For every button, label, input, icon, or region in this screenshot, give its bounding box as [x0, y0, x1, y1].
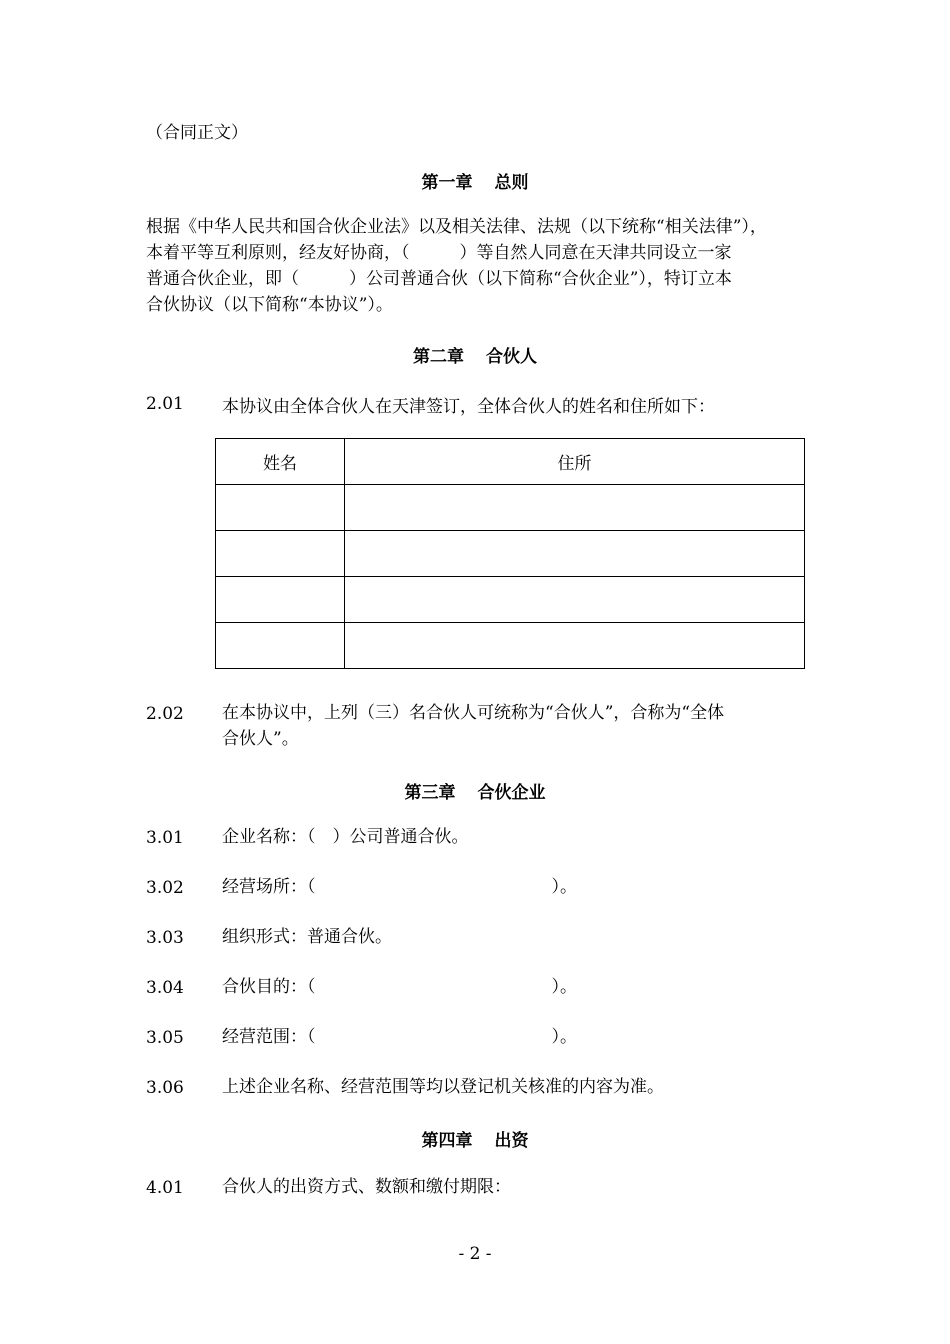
partners-table — [215, 438, 805, 669]
clause-2-02-text: 在本协议中，上列（三）名合伙人可统称为“合伙人”，合称为“全体 合伙人”。 — [222, 703, 725, 749]
clause-2-01-text: 本协议由全体合伙人在天津签订，全体合伙人的姓名和住所如下： — [222, 397, 715, 417]
chapter-2-heading — [0, 342, 950, 367]
clause-3-03-number: 3.03 — [146, 928, 184, 948]
chapter-3-heading — [0, 778, 950, 803]
name-cell — [216, 531, 345, 577]
chapter-4-title: 出资 — [494, 1131, 529, 1151]
chapter-3-number: 第三章 — [404, 783, 456, 803]
header-address: 住所 — [345, 439, 805, 485]
chapter-1-title: 总则 — [494, 173, 529, 193]
clause-3-04-number: 3.04 — [146, 978, 184, 998]
clause-2-01-number: 2.01 — [146, 394, 184, 414]
address-cell — [345, 623, 805, 669]
table-row — [216, 485, 805, 531]
intro-paragraph — [146, 214, 806, 318]
table-header-row — [216, 439, 805, 485]
clause-3-06-number: 3.06 — [146, 1078, 184, 1098]
intro-line-1: 根据《中华人民共和国合伙企业法》以及相关法律、法规（以下统称“相关法律”）， — [146, 217, 767, 237]
chapter-4-heading — [0, 1126, 950, 1151]
clause-3-05-text: 经营范围：（ ）。 — [222, 1027, 577, 1047]
chapter-2-title: 合伙人 — [486, 347, 537, 367]
name-cell — [216, 623, 345, 669]
intro-line-3: 普通合伙企业，即（ ）公司普通合伙（以下简称“合伙企业”），特订立本 — [146, 269, 732, 289]
chapter-1-heading — [0, 168, 950, 193]
clause-3-02-number: 3.02 — [146, 878, 184, 898]
name-cell — [216, 485, 345, 531]
clause-3-06-text: 上述企业名称、经营范围等均以登记机关核准的内容为准。 — [222, 1077, 664, 1097]
chapter-3-title: 合伙企业 — [477, 783, 546, 803]
table-row — [216, 531, 805, 577]
clause-2-02-number: 2.02 — [146, 704, 184, 724]
clause-3-01-text: 企业名称：（ ）公司普通合伙。 — [222, 827, 469, 847]
clause-4-01-number: 4.01 — [146, 1178, 184, 1198]
intro-line-2: 本着平等互利原则，经友好协商，（ ）等自然人同意在天津共同设立一家 — [146, 243, 732, 263]
table-row — [216, 577, 805, 623]
intro-line-4: 合伙协议（以下简称“本协议”）。 — [146, 295, 393, 315]
name-cell — [216, 577, 345, 623]
clause-3-01-number: 3.01 — [146, 828, 184, 848]
clause-3-02-text: 经营场所：（ ）。 — [222, 877, 577, 897]
chapter-2-number: 第二章 — [413, 347, 464, 367]
clause-4-01-text: 合伙人的出资方式、数额和缴付期限： — [222, 1177, 511, 1197]
header-note: （合同正文） — [146, 123, 248, 143]
table-row — [216, 623, 805, 669]
address-cell — [345, 531, 805, 577]
clause-3-05-number: 3.05 — [146, 1028, 184, 1048]
chapter-1-number: 第一章 — [421, 173, 473, 193]
address-cell — [345, 485, 805, 531]
chapter-4-number: 第四章 — [421, 1131, 473, 1151]
clause-3-04-text: 合伙目的：（ ）。 — [222, 977, 577, 997]
clause-3-03-text: 组织形式：普通合伙。 — [222, 927, 392, 947]
page-number: - 2 - — [458, 1244, 492, 1264]
address-cell — [345, 577, 805, 623]
header-name: 姓名 — [216, 439, 345, 485]
